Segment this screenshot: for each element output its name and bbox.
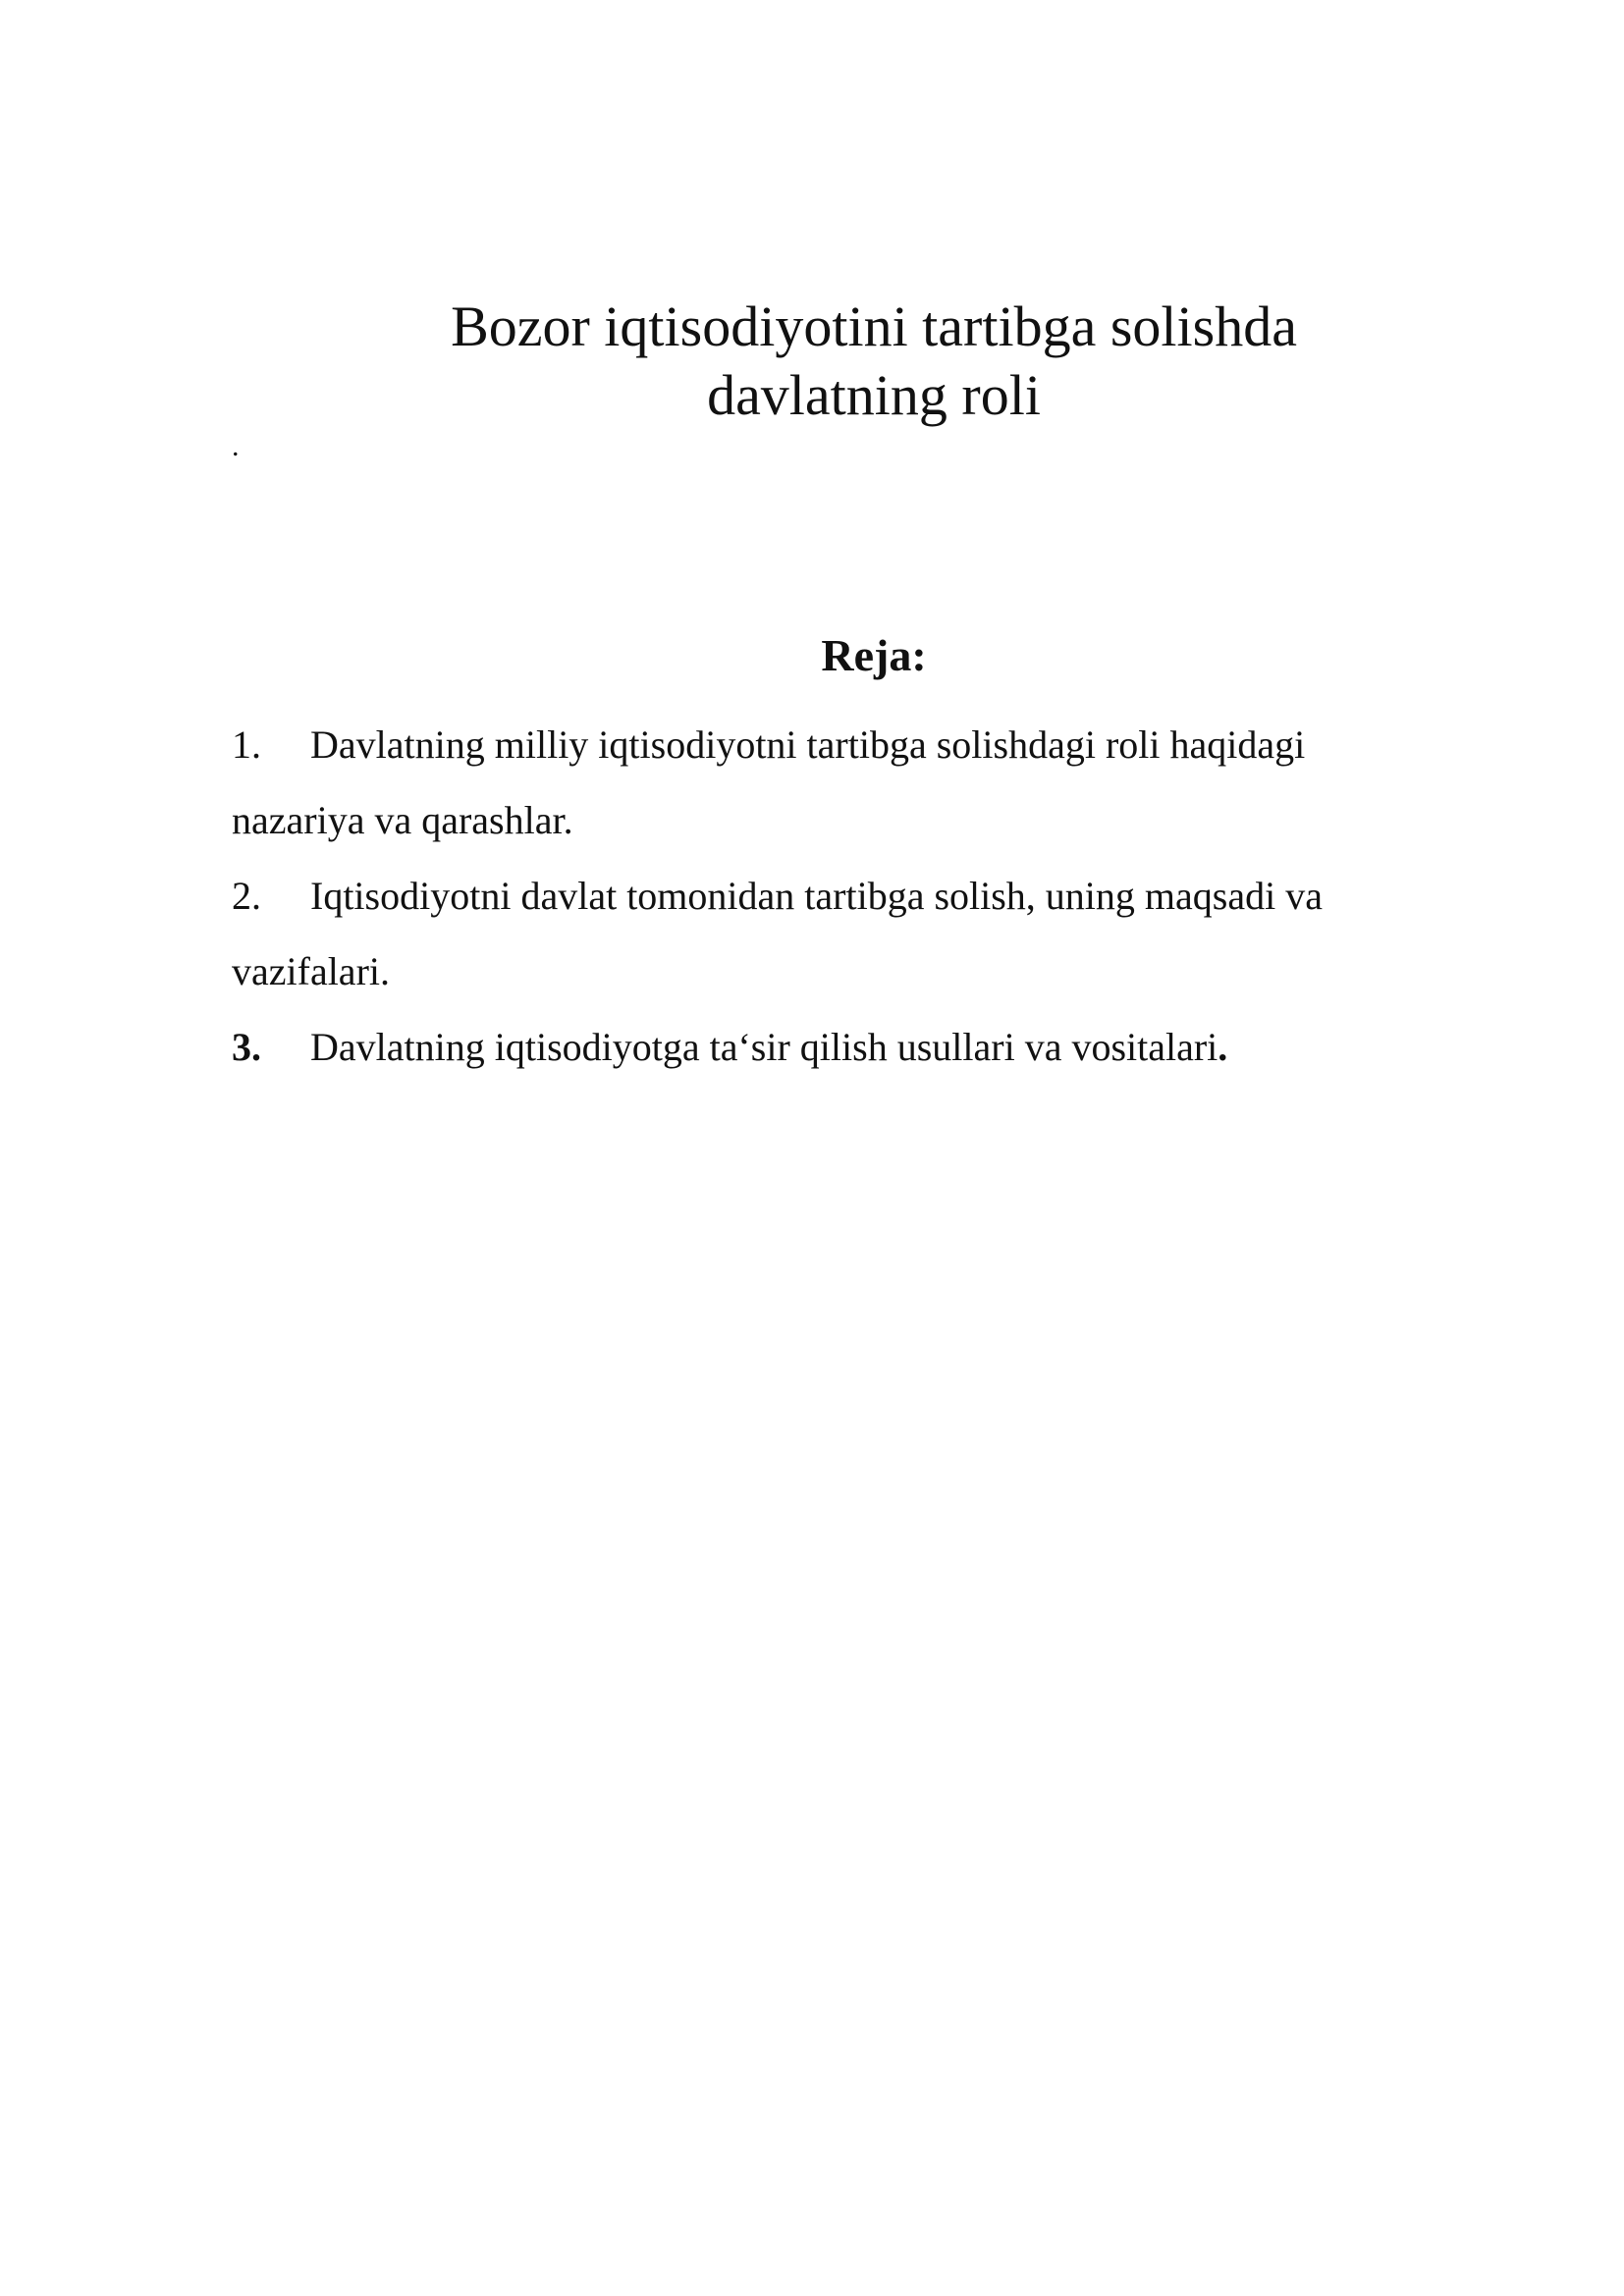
plan-item-1 [232,707,1439,858]
stray-mark: . [232,430,240,462]
title-line-2: davlatning roli [707,363,1041,427]
document-title [393,293,1355,430]
plan-item-number: 2. [232,874,261,918]
plan-item-text: Iqtisodiyotni davlat tomonidan tartibga solish, uning maqsadi va vazifalari. [232,874,1323,993]
plan-item-text: Davlatning iqtisodiyotga ta‘sir qilish usullari va vositalari [310,1025,1218,1069]
plan-item-number: 1. [232,722,261,767]
plan-item-2 [232,858,1439,1009]
plan-list [232,707,1439,1085]
plan-item-end-mark: . [1218,1025,1228,1069]
plan-heading: Reja: [821,630,927,680]
plan-item-text: Davlatning milliy iqtisodiyotni tartibga solishdagi roli haqidagi nazariya va qarashlar. [232,722,1306,842]
title-line-1: Bozor iqtisodiyotini tartibga solishda [451,294,1297,358]
plan-item-3 [232,1009,1439,1085]
plan-item-number: 3. [232,1025,261,1069]
